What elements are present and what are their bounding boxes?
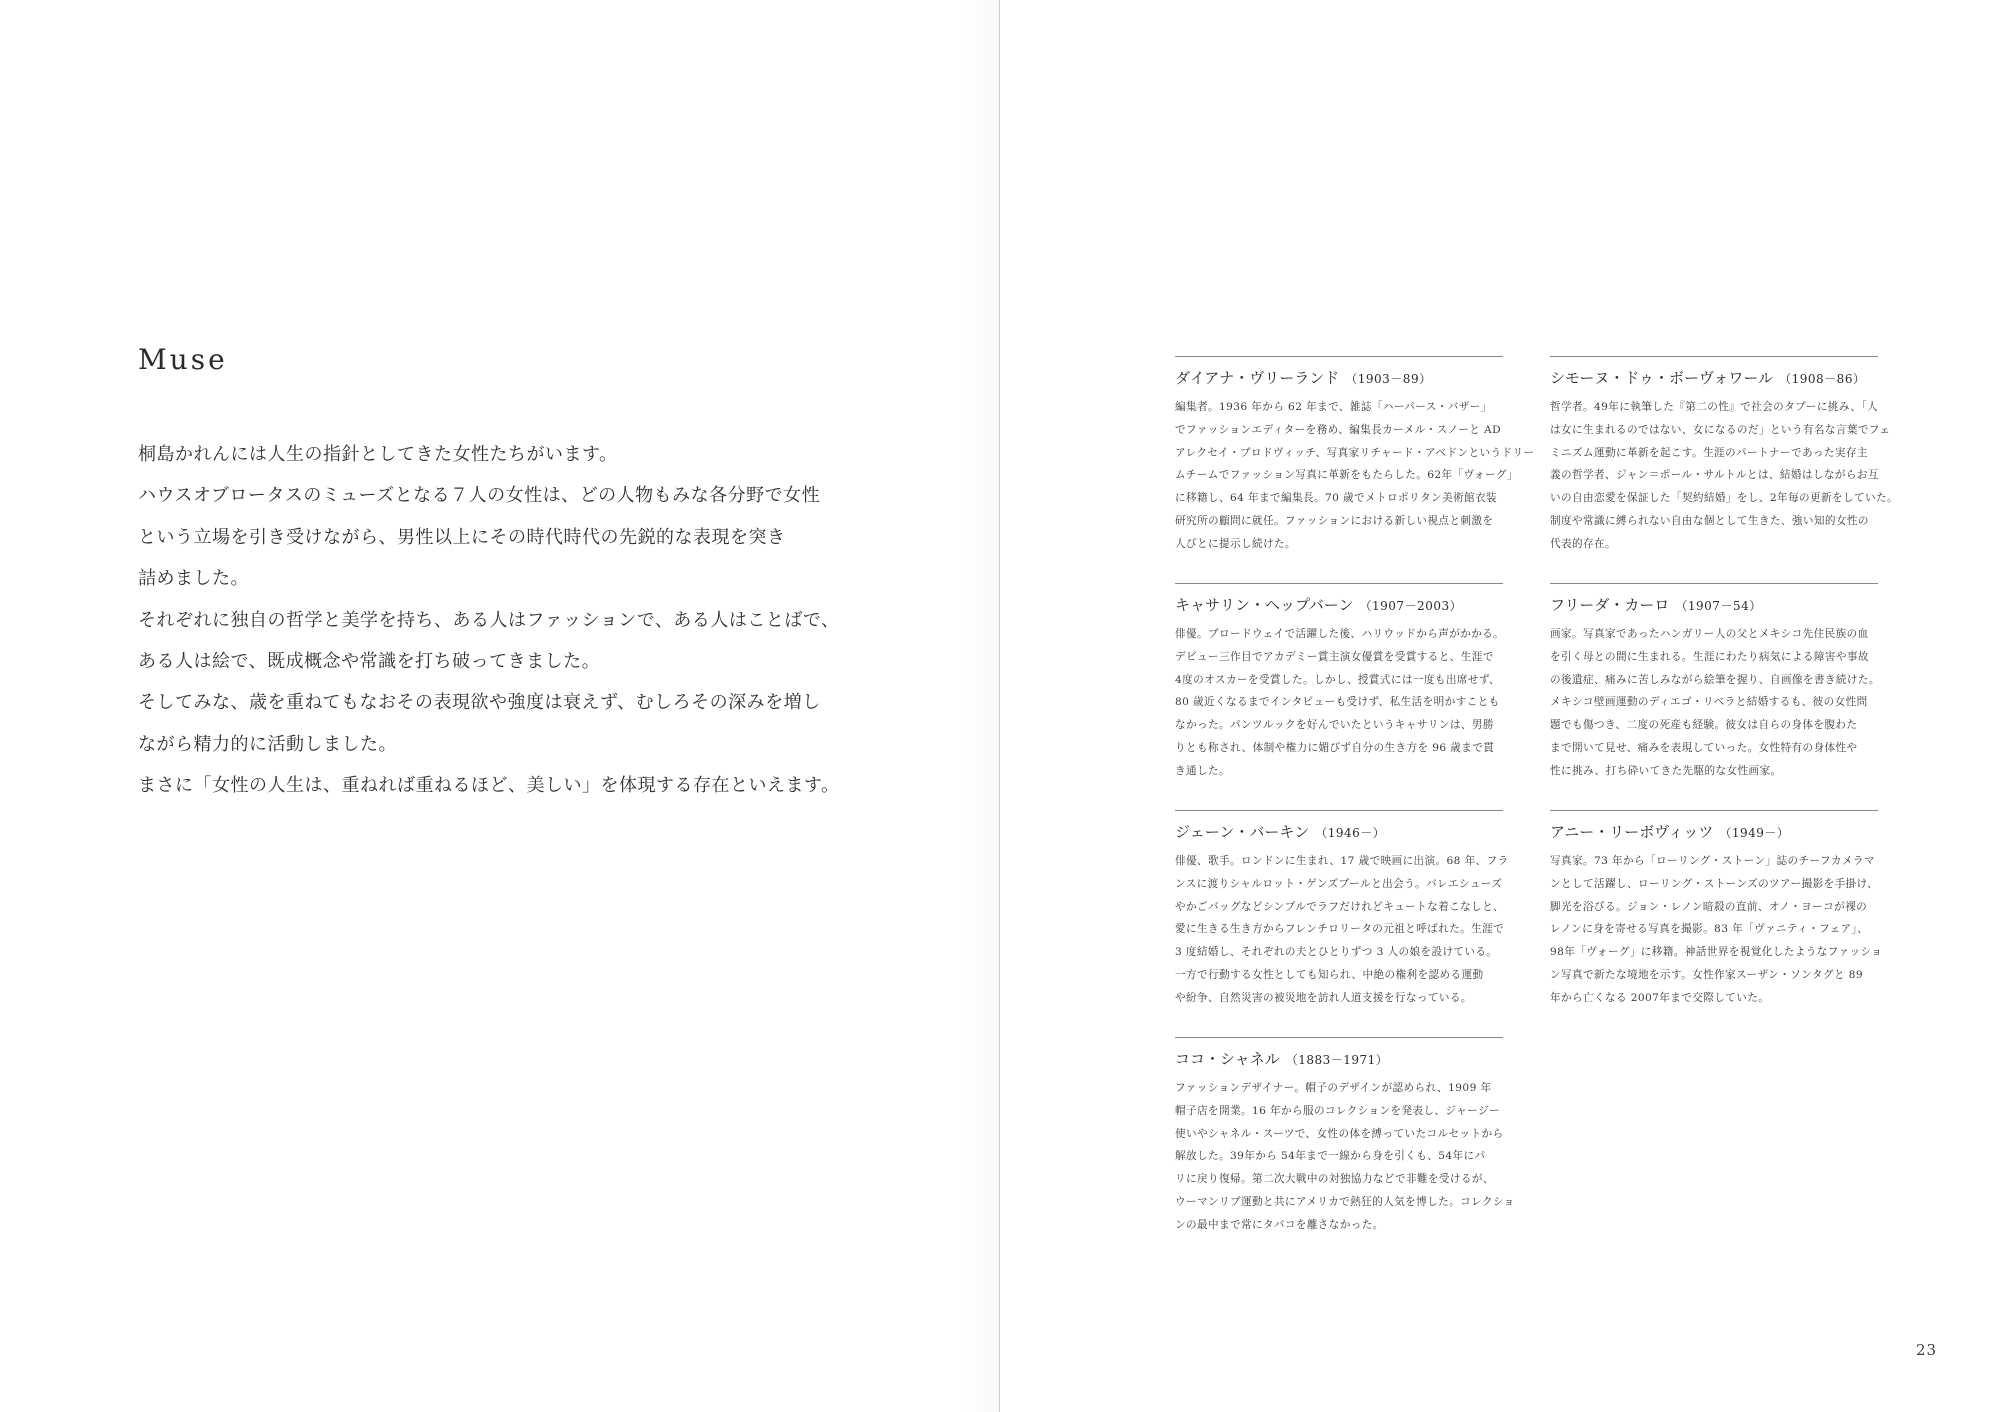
entry-name: シモーヌ・ドゥ・ボーヴォワール [1550, 369, 1774, 387]
entry-heading [1175, 594, 1503, 617]
left-page [0, 0, 999, 1412]
entry-line: に移籍し、64 年まで編集長。70 歳でメトロポリタン美術館衣装 [1175, 492, 1497, 505]
entry-heading [1175, 821, 1503, 844]
entry-line: アレクセイ・ブロドヴィッチ、写真家リチャード・アベドンというドリー [1175, 446, 1535, 459]
entry-line: いの自由恋愛を保証した「契約結婚」をし、2年毎の更新をしていた。 [1550, 492, 1898, 505]
entry-line: 画家。写真家であったハンガリー人の父とメキシコ先住民族の血 [1550, 628, 1869, 640]
entry-body [1175, 396, 1535, 556]
entry-years: （1949－） [1719, 826, 1790, 840]
entry-name: アニー・リーボヴィッツ [1550, 823, 1714, 841]
entry-line: 4度のオスカーを受賞した。しかし、授賞式には一度も出席せず、 [1175, 673, 1501, 686]
entry-heading [1550, 821, 1878, 844]
entry-name: フリーダ・カーロ [1550, 596, 1670, 614]
entry-years: （1946－） [1315, 826, 1386, 840]
page-title: Muse [138, 343, 228, 376]
muse-entry-hepburn [1175, 583, 1503, 783]
entry-line: ンとして活躍し、ローリング・ストーンズのツアー撮影を手掛け、 [1550, 877, 1879, 890]
entry-line: ンスに渡りシャルロット・ゲンズブールと出会う。バレエシューズ [1175, 877, 1503, 890]
entry-years: （1903－89） [1345, 372, 1432, 386]
muse-entry-chanel [1175, 1037, 1515, 1237]
entry-body [1550, 396, 1898, 556]
entry-line: 編集者。1936 年から 62 年まで、雑誌「ハーパース・バザー」 [1175, 401, 1492, 413]
entry-line: ムチームでファッション写真に革新をもたらした。62年「ヴォーグ」 [1175, 469, 1519, 482]
gutter-shadow-left [960, 0, 999, 1412]
entry-line: 哲学者。49年に執筆した『第二の性』で社会のタブーに挑み、「人 [1550, 401, 1879, 413]
page-number: 23 [1916, 1341, 1938, 1359]
entry-line: ミニズム運動に革新を起こす。生涯のパートナーであった実存主 [1550, 446, 1868, 459]
intro-paragraph [138, 434, 840, 807]
entry-line: レノンに身を寄せる写真を撮影。83 年「ヴァニティ・フェア」、 [1550, 923, 1869, 936]
entry-heading [1550, 367, 1878, 390]
entry-years: （1908－86） [1779, 372, 1866, 386]
entry-line: は女に生まれるのではない、女になるのだ」という有名な言葉でフェ [1550, 423, 1891, 436]
intro-line: そしてみな、歳を重ねてもなおその表現欲や強度は衰えず、むしろその深みを増し [138, 692, 821, 714]
entry-line: 代表的存在。 [1550, 537, 1616, 550]
entry-line: ファッションデザイナー。帽子のデザインが認められ、1909 年 [1175, 1082, 1492, 1094]
entry-body [1175, 850, 1509, 1010]
entry-body [1550, 850, 1883, 1010]
entry-line: ンの最中まで常にタバコを離さなかった。 [1175, 1218, 1384, 1231]
muse-entry-beauvoir [1550, 356, 1898, 556]
entry-line: や紛争、自然災害の被災地を訪れ人道支援を行なっている。 [1175, 991, 1472, 1004]
entry-line: 使いやシャネル・スーツで、女性の体を縛っていたコルセットから [1175, 1127, 1504, 1140]
entry-line: まで開いて見せ、痛みを表現していった。女性特有の身体性や [1550, 741, 1858, 754]
intro-line: ハウスオブロータスのミューズとなる７人の女性は、どの人物もみな各分野で女性 [138, 485, 821, 507]
entry-line: 俳優。ブロードウェイで活躍した後、ハリウッドから声がかかる。 [1175, 628, 1505, 640]
entry-line: 帽子店を開業。16 年から服のコレクションを発表し、ジャージー [1175, 1104, 1501, 1117]
entry-line: 性に挑み、打ち砕いてきた先駆的な女性画家。 [1550, 764, 1782, 777]
intro-line: まさに「女性の人生は、重ねれば重ねるほど、美しい」を体現する存在といえます。 [138, 775, 840, 797]
entry-line: 年から亡くなる 2007年まで交際していた。 [1550, 991, 1770, 1004]
muse-entry-kahlo [1550, 583, 1878, 783]
intro-line: それぞれに独自の哲学と美学を持ち、ある人はファッションで、ある人はことばで、 [138, 609, 840, 631]
entry-line: ウーマンリブ運動と共にアメリカで熱狂的人気を博した。コレクショ [1175, 1195, 1515, 1208]
intro-line: ある人は絵で、既成概念や常識を打ち破ってきました。 [138, 651, 601, 673]
entry-line: 俳優、歌手。ロンドンに生まれ、17 歳で映画に出演。68 年、フラ [1175, 855, 1509, 867]
entry-line: 人びとに提示し続けた。 [1175, 537, 1296, 550]
entry-line: ン写真で新たな境地を示す。女性作家スーザン・ソンタグと 89 [1550, 968, 1864, 981]
entry-line: 研究所の顧問に就任。ファッションにおける新しい視点と刺激を [1175, 514, 1494, 527]
entry-line: やかごバッグなどシンプルでラフだけれどキュートな着こなしと、 [1175, 900, 1505, 913]
entry-line: 解放した。39年から 54年まで一線から身を引くも、54年にパ [1175, 1150, 1486, 1163]
entry-years: （1907－2003） [1359, 599, 1463, 613]
entry-name: キャサリン・ヘップバーン [1175, 596, 1354, 614]
entry-name: ダイアナ・ヴリーランド [1175, 369, 1340, 387]
muse-entry-vreeland [1175, 356, 1535, 556]
intro-line: 詰めました。 [138, 568, 249, 590]
entry-years: （1883－1971） [1285, 1053, 1389, 1067]
entry-heading [1550, 594, 1878, 617]
entry-line: なかった。パンツルックを好んでいたというキャサリンは、男勝 [1175, 719, 1494, 732]
entry-line: を引く母との間に生まれる。生涯にわたり病気による障害や事故 [1550, 650, 1869, 663]
muse-entry-birkin [1175, 810, 1509, 1010]
entry-line: 80 歳近くなるまでインタビューも受けず、私生活を明かすことも [1175, 696, 1500, 709]
entry-line: デビュー三作目でアカデミー賞主演女優賞を受賞すると、生涯で [1175, 650, 1494, 663]
entry-line: でファッションエディターを務め、編集長カーメル・スノーと AD [1175, 423, 1501, 436]
intro-line: 桐島かれんには人生の指針としてきた女性たちがいます。 [138, 444, 618, 465]
entry-heading [1175, 1048, 1503, 1071]
entry-line: リに戻り復帰。第二次大戦中の対独協力などで非難を受けるが、 [1175, 1173, 1494, 1186]
muse-entry-leibovitz [1550, 810, 1883, 1010]
entry-line: 98年「ヴォーグ」に移籍。神話世界を視覚化したようなファッショ [1550, 946, 1883, 959]
entry-line: 3 度結婚し、それぞれの夫とひとりずつ 3 人の娘を設けている。 [1175, 946, 1498, 959]
entry-line: 愛に生きる生き方からフレンチロリータの元祖と呼ばれた。生涯で [1175, 923, 1505, 936]
entry-line: の後遺症、痛みに苦しみながら絵筆を握り、自画像を書き続けた。 [1550, 673, 1880, 686]
entry-body [1175, 623, 1503, 783]
entry-line: 義の哲学者、ジャン＝ポール・サルトルとは、結婚はしながらお互 [1550, 469, 1879, 482]
entry-line: 写真家。73 年から「ローリング・ストーン」誌のチーフカメラマ [1550, 855, 1875, 867]
entry-line: 制度や常識に縛られない自由な個として生きた、強い知的女性の [1550, 514, 1869, 527]
intro-line: ながら精力的に活動しました。 [138, 733, 397, 755]
entry-body [1550, 623, 1878, 783]
entry-body [1175, 1077, 1515, 1237]
entry-line: りとも称され、体制や権力に媚びず自分の生き方を 96 歳まで貫 [1175, 741, 1495, 754]
entry-line: 一方で行動する女性としても知られ、中絶の権利を認める運動 [1175, 968, 1484, 981]
entry-name: ジェーン・バーキン [1175, 823, 1310, 841]
entry-heading [1175, 367, 1503, 390]
entry-years: （1907－54） [1675, 599, 1762, 613]
entry-line: メキシコ壁画運動のディエゴ・リベラと結婚するも、彼の女性問 [1550, 696, 1868, 709]
entry-line: き通した。 [1175, 764, 1230, 777]
entry-name: ココ・シャネル [1175, 1050, 1280, 1068]
entry-line: 題でも傷つき、二度の死産も経験。彼女は自らの身体を腹わた [1550, 719, 1858, 732]
intro-line: という立場を引き受けながら、男性以上にその時代時代の先鋭的な表現を突き [138, 526, 786, 548]
entry-line: 脚光を浴びる。ジョン・レノン暗殺の直前、オノ・ヨーコが裸の [1550, 900, 1868, 913]
